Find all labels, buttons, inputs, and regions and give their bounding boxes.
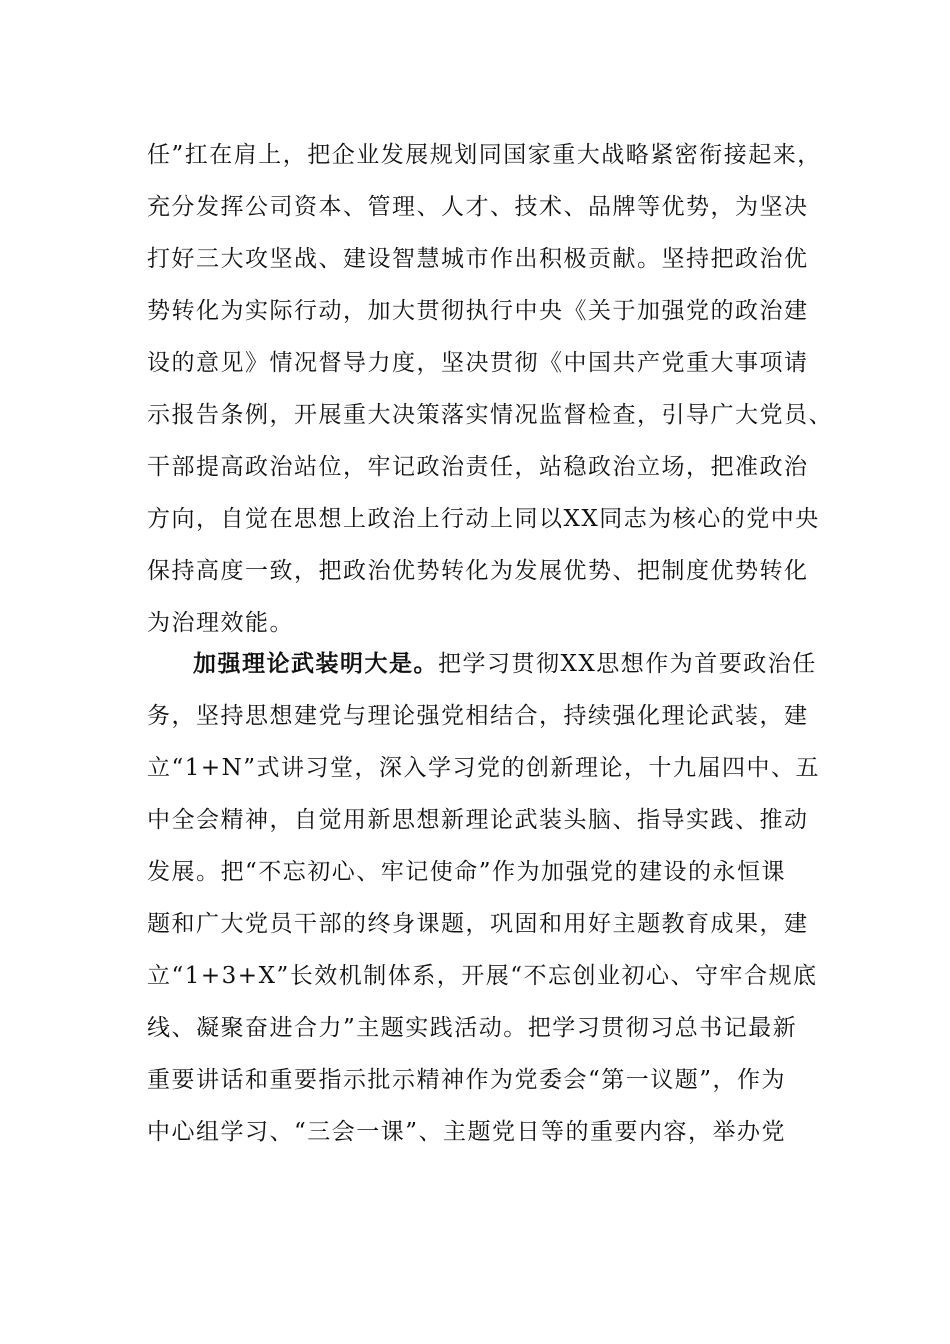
- text-line: 设的意见》情况督导力度，坚决贯彻《中国共产党重大事项请: [147, 350, 809, 376]
- text-line: 势转化为实际行动，加大贯彻执行中央《关于加强党的政治建: [147, 298, 809, 324]
- text-line: 方向，自觉在思想上政治上行动上同以XX同志为核心的党中央: [147, 506, 820, 532]
- text-line: 发展。把“不忘初心、牢记使命”作为加强党的建设的永恒课: [147, 859, 787, 885]
- text-line: 重要讲话和重要指示批示精神作为党委会“第一议题”，作为: [147, 1067, 787, 1093]
- text-segment: 把学习贯彻XX思想作为首要政治任: [438, 651, 817, 677]
- paragraph-theory: [147, 638, 821, 1158]
- text-line: 干部提高政治站位，牢记政治责任，站稳政治立场，把准政治: [147, 454, 809, 480]
- paragraph-continued: [147, 129, 833, 649]
- text-line: 立“1+3+X”长效机制体系，开展“不忘创业初心、守牢合规底: [147, 963, 818, 989]
- text-line: 务，坚持思想建党与理论强党相结合，持续强化理论武装，建: [147, 703, 809, 729]
- text-line: 立“1+N”式讲习堂，深入学习党的创新理论，十九届四中、五: [147, 755, 821, 781]
- text-line: 打好三大攻坚战、建设智慧城市作出积极贡献。坚持把政治优: [147, 246, 809, 272]
- text-line: 保持高度一致，把政治优势转化为发展优势、把制度优势转化: [147, 558, 809, 584]
- text-line: 线、凝聚奋进合力”主题实践活动。把学习贯彻习总书记最新: [147, 1015, 798, 1041]
- text-line: 任”扛在肩上，把企业发展规划同国家重大战略紧密衔接起来，: [147, 142, 822, 168]
- text-line: 充分发挥公司资本、管理、人才、技术、品牌等优势，为坚决: [147, 194, 809, 220]
- text-line: 题和广大党员干部的终身课题，巩固和用好主题教育成果，建: [147, 911, 809, 937]
- text-line: 中全会精神，自觉用新思想新理论武装头脑、指导实践、推动: [147, 807, 809, 833]
- text-line: 示报告条例，开展重大决策落实情况监督检查，引导广大党员、: [147, 402, 833, 428]
- paragraph-heading: 加强理论武装明大是。: [193, 651, 438, 677]
- text-line: 为治理效能。: [147, 610, 294, 636]
- text-line-first: [147, 638, 817, 690]
- text-line: 中心组学习、“三会一课”、主题党日等的重要内容，举办党: [147, 1119, 787, 1145]
